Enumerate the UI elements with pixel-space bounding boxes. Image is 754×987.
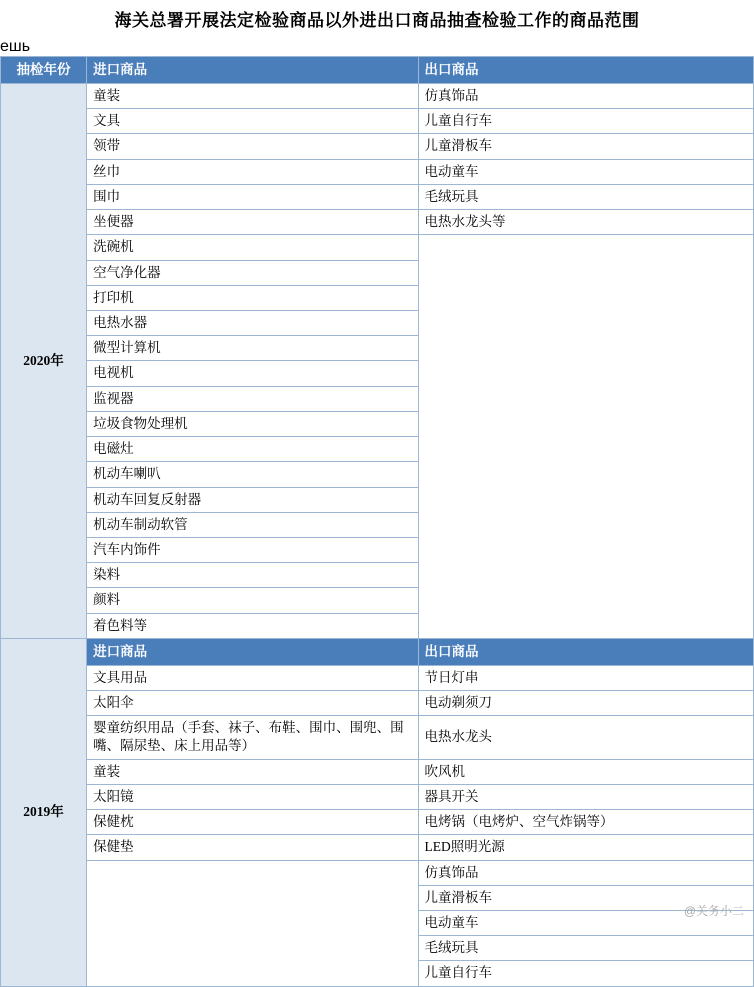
import-item: 文具 (87, 109, 418, 134)
export-item: 器具开关 (418, 784, 753, 809)
year-cell-2020: 2020年 (1, 84, 87, 639)
watermark: @关务小二 (683, 904, 744, 918)
table-row (1, 784, 754, 809)
import-item: 打印机 (87, 285, 418, 310)
export-item: 儿童自行车 (418, 961, 753, 986)
export-item: 电动童车 (418, 911, 753, 936)
import-item: 空气净化器 (87, 260, 418, 285)
table-row (1, 691, 754, 716)
export-item: 吹风机 (418, 759, 753, 784)
import-item: 垃圾食物处理机 (87, 411, 418, 436)
import-item: 电视机 (87, 361, 418, 386)
import-item: 保健枕 (87, 810, 418, 835)
table-row (1, 134, 754, 159)
header-year: 抽检年份 (1, 57, 87, 84)
export-item: 电烤锅（电烤炉、空气炸锅等） (418, 810, 753, 835)
export-item: 仿真饰品 (418, 84, 753, 109)
export-item: 儿童滑板车 (418, 134, 753, 159)
subheader-export: 出口商品 (418, 638, 753, 665)
table-row (1, 665, 754, 690)
import-item: 坐便器 (87, 210, 418, 235)
table-body (1, 57, 754, 987)
header-import: 进口商品 (87, 57, 418, 84)
commodity-scope-table (0, 56, 754, 987)
import-item: 机动车回复反射器 (87, 487, 418, 512)
export-item: 电动童车 (418, 159, 753, 184)
export-item: 电热水龙头等 (418, 210, 753, 235)
import-item: 电热水器 (87, 310, 418, 335)
import-item: 保健垫 (87, 835, 418, 860)
export-item: 毛绒玩具 (418, 936, 753, 961)
export-item: 节日灯串 (418, 665, 753, 690)
import-item: 监视器 (87, 386, 418, 411)
table-header-row (1, 57, 754, 84)
export-item: 仿真饰品 (418, 860, 753, 885)
export-item: 电热水龙头 (418, 716, 753, 759)
import-item: 染料 (87, 563, 418, 588)
export-empty-cell (418, 235, 753, 639)
export-item: LED照明光源 (418, 835, 753, 860)
import-empty-cell (87, 860, 418, 986)
table-row (1, 860, 754, 885)
year-cell-2019: 2019年 (1, 638, 87, 986)
import-item: 太阳伞 (87, 691, 418, 716)
table-row (1, 810, 754, 835)
document-root: 海关总署开展法定检验商品以外进出口商品抽查检验工作的商品范围 ешь 抽检年份 进口商品 出口商品 2020年 童装 仿真饰品 文具 儿童自行车 领带 儿童滑板车 丝巾 电动童车 围巾 毛绒玩具 坐便器 电热水龙头等 洗碗机 空气净化器 打印机 电热水器 微型计算机 电视机 监视器 垃圾食物处理机 电磁灶 机动车喇叭 机动车回复反射器 机动车制动软管 汽车内饰件 染料 颜料 着色料等 2019年 进口商品 出口商品 文具用品 节日灯串 太阳伞 电动剃须刀 婴童纺织用品（手套、袜子、布鞋、围巾、围兜、围嘴、隔尿垫、床上用品等） 电热水龙头 童装 吹风机 太阳镜 器具开关 保健枕 电烤锅（电烤炉、空气炸锅等） 保健垫 LED照明光源 仿真饰品 儿童滑板车 电动童车 毛绒玩具 儿童自行车 (0, 0, 754, 987)
import-item: 童装 (87, 759, 418, 784)
import-item: 电磁灶 (87, 437, 418, 462)
import-item: 领带 (87, 134, 418, 159)
import-item: 着色料等 (87, 613, 418, 638)
import-item: 太阳镜 (87, 784, 418, 809)
import-item: 汽车内饰件 (87, 537, 418, 562)
table-row (1, 184, 754, 209)
import-item: 机动车喇叭 (87, 462, 418, 487)
import-item: 颜料 (87, 588, 418, 613)
export-item: 儿童自行车 (418, 109, 753, 134)
import-item: 婴童纺织用品（手套、袜子、布鞋、围巾、围兜、围嘴、隔尿垫、床上用品等） (87, 716, 418, 759)
table-row (1, 835, 754, 860)
import-item: 围巾 (87, 184, 418, 209)
table-row (1, 716, 754, 759)
table-subheader-row-2019 (1, 638, 754, 665)
subheader-import: 进口商品 (87, 638, 418, 665)
import-item: 机动车制动软管 (87, 512, 418, 537)
import-item: 童装 (87, 84, 418, 109)
table-row (1, 759, 754, 784)
import-item: 微型计算机 (87, 336, 418, 361)
table-row (1, 159, 754, 184)
table-row (1, 210, 754, 235)
header-export: 出口商品 (418, 57, 753, 84)
export-item: 儿童滑板车 (418, 885, 753, 910)
table-row (1, 235, 754, 260)
import-item: 洗碗机 (87, 235, 418, 260)
export-item: 电动剃须刀 (418, 691, 753, 716)
export-item: 毛绒玩具 (418, 184, 753, 209)
table-row (1, 84, 754, 109)
import-item: 文具用品 (87, 665, 418, 690)
import-item: 丝巾 (87, 159, 418, 184)
table-row (1, 109, 754, 134)
page-title: 海关总署开展法定检验商品以外进出口商品抽查检验工作的商品范围 (114, 11, 640, 30)
